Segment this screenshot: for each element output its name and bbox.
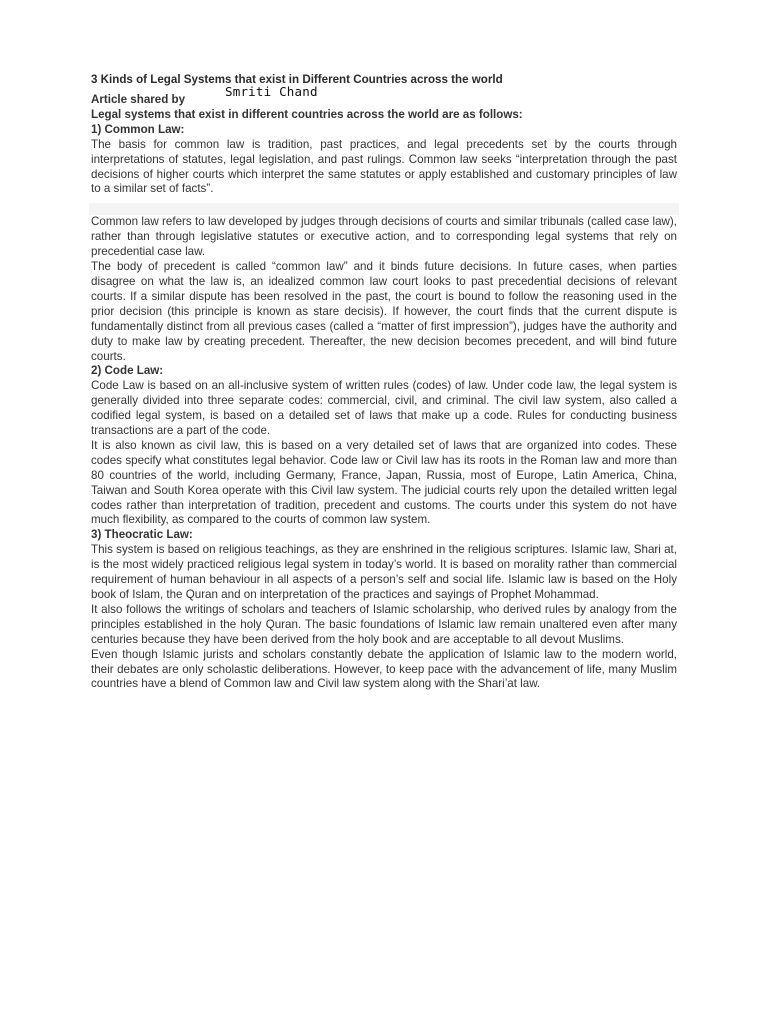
section-code-law <box>91 364 677 528</box>
section-heading: 3) Theocratic Law: <box>91 528 193 542</box>
article-title: 3 Kinds of Legal Systems that exist in Different Countries across the world <box>91 73 503 86</box>
paragraph: The basis for common law is tradition, past practices, and legal precedents set by the courts through interpretations of statutes, legal legislation, and past rulings. Common law seeks “interpretation through the past decisions of higher courts which interpret the same statutes or apply established and customary principles of law to a similar set of facts”. <box>91 137 677 196</box>
paragraph: The body of precedent is called “common law” and it binds future decisions. In future cases, when parties disagree on what the law is, an idealized common law court looks to past precedential decisions of relevant courts. If a similar dispute has been resolved in the past, the court is bound to follow the reasoning used in the prior decision (this principle is known as stare decisis). If however, the court finds that the current dispute is fundamentally distinct from all previous cases (called a “matter of first impression”), judges have the authority and duty to make law by creating precedent. Thereafter, the new decision becomes precedent, and will bind future courts. <box>91 260 677 363</box>
section-theocratic-law <box>91 528 677 692</box>
paragraph: Common law refers to law developed by judges through decisions of courts and similar tribunals (called case law), rather than through legislative statutes or executive action, and to corresponding legal systems that rely on precedential case law. <box>91 215 677 259</box>
byline-label: Article shared by <box>91 92 186 106</box>
paragraph: Code Law is based on an all-inclusive system of written rules (codes) of law. Under code law, the legal system is generally divided into three separate codes: commercial, civil, and criminal. The civil law system, also called a codified legal system, is based on a detailed set of laws that make up a code. Rules for conducting business transactions are a part of the code. <box>91 379 677 438</box>
article <box>91 73 677 692</box>
section-heading: 2) Code Law: <box>91 364 164 378</box>
paragraph: This system is based on religious teachings, as they are enshrined in the religious scriptures. Islamic law, Shari at, is the most widely practiced religious legal system in today’s world. It is based on morality rather than commercial requirement of human behaviour in all aspects of a person’s self and social life. Islamic law is based on the Holy book of Islam, the Quran and on interpretation of the practices and sayings of Prophet Mohammad. <box>91 543 677 601</box>
intro-text: Legal systems that exist in different countries across the world are as follows: <box>91 107 523 121</box>
paragraph: It is also known as civil law, this is based on a very detailed set of laws that are organized into codes. These codes specify what constitutes legal behavior. Code law or Civil law has its roots in the Roman law and more than 80 countries of the world, including Germany, France, Japan, Russia, most of Europe, Latin America, China, Taiwan and South Korea operate with this Civil law system. The judicial courts rely upon the detailed written legal codes rather than interpretation of tradition, precedent and customs. The courts under this system do not have much flexibility, as compared to the courts of common law system. <box>91 438 677 527</box>
shaded-spacer <box>89 203 679 215</box>
paragraph: Even though Islamic jurists and scholars constantly debate the application of Islamic law to the modern world, their debates are only scholastic deliberations. However, to keep pace with the advancement of life, many Muslim countries have a blend of Common law and Civil law system along with the Shari’at law. <box>91 647 677 691</box>
paragraph: It also follows the writings of scholars and teachers of Islamic scholarship, who derived rules by analogy from the principles established in the holy Quran. The basic foundations of Islamic law remain unaltered even after many centuries because they have been derived from the holy book and are acceptable to all devout Muslims. <box>91 602 677 646</box>
section-heading: 1) Common Law: <box>91 122 185 136</box>
section-common-law <box>91 123 677 365</box>
byline <box>91 83 677 108</box>
author-name: Smriti Chand <box>225 83 318 99</box>
